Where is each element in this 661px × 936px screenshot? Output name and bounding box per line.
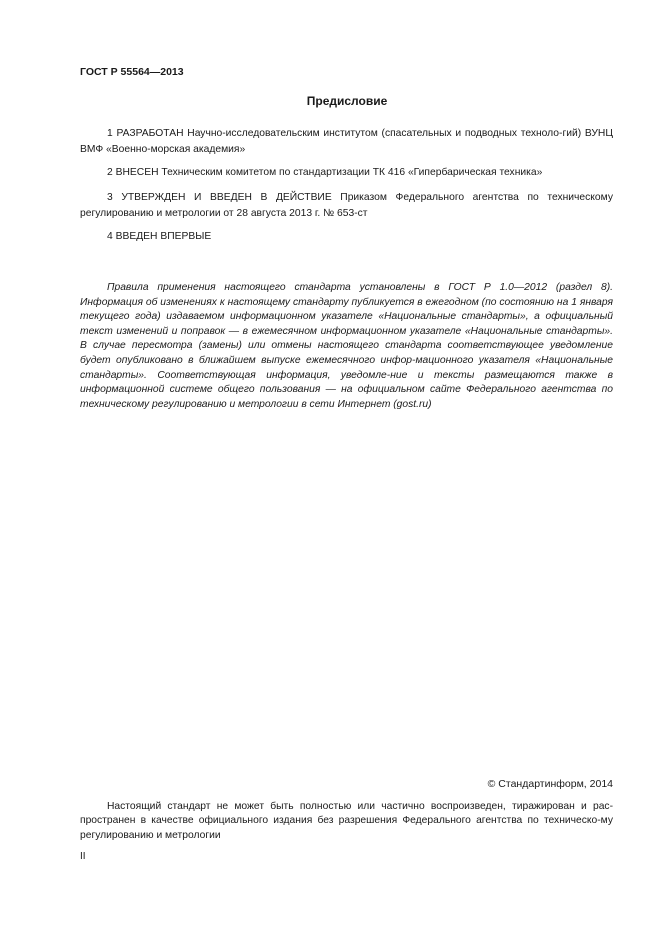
reproduction-notice: Настоящий стандарт не может быть полностью или частично воспроизведен, тиражирован и рас-пространен в качестве официального издания без разрешения Федерального агентства по техническо-му регулированию и метрологии [80,801,613,841]
application-notice: Правила применения настоящего стандарта установлены в ГОСТ Р 1.0—2012 (раздел 8). Информация об изменениях к настоящему стандарту публикуется в ежегодном (по состоянию на 1 января текущего года) издаваемом информационном указателе «Национальные стандарты», а официальный текст изменений и поправок — в ежемесячном информационном указателе «Национальные стандарты». В случае пересмотра (замены) или отмены настоящего стандарта соответствующее уведомление будет опубликовано в ближайшем выпуске ежемесячного инфор-мационного указателя «Национальные стандарты». Соответствующая информация, уведомле-ние и тексты размещаются также в информационной системе общего пользования — на официальном сайте Федерального агентства по техническому регулированию и метрологии в сети Интернет (gost.ru) [80,282,613,410]
preface-item-3: 3 УТВЕРЖДЕН И ВВЕДЕН В ДЕЙСТВИЕ Приказом Федерального агентства по техническому регулированию и метрологии от 28 августа 2013 г. № 653-ст [80,192,613,219]
document-code-header: ГОСТ Р 55564—2013 [80,66,184,78]
preface-item-2: 2 ВНЕСЕН Техническим комитетом по стандартизации ТК 416 «Гипербарическая техника» [107,167,543,178]
page-number: II [80,851,86,862]
page-title: Предисловие [306,94,388,108]
preface-item-4: 4 ВВЕДЕН ВПЕРВЫЕ [107,231,212,242]
preface-item-1: 1 РАЗРАБОТАН Научно-исследовательским институтом (спасательных и подводных техноло-гий) ВУНЦ ВМФ «Военно-морская академия» [80,128,613,155]
copyright-line: © Стандартинформ, 2014 [487,778,613,790]
